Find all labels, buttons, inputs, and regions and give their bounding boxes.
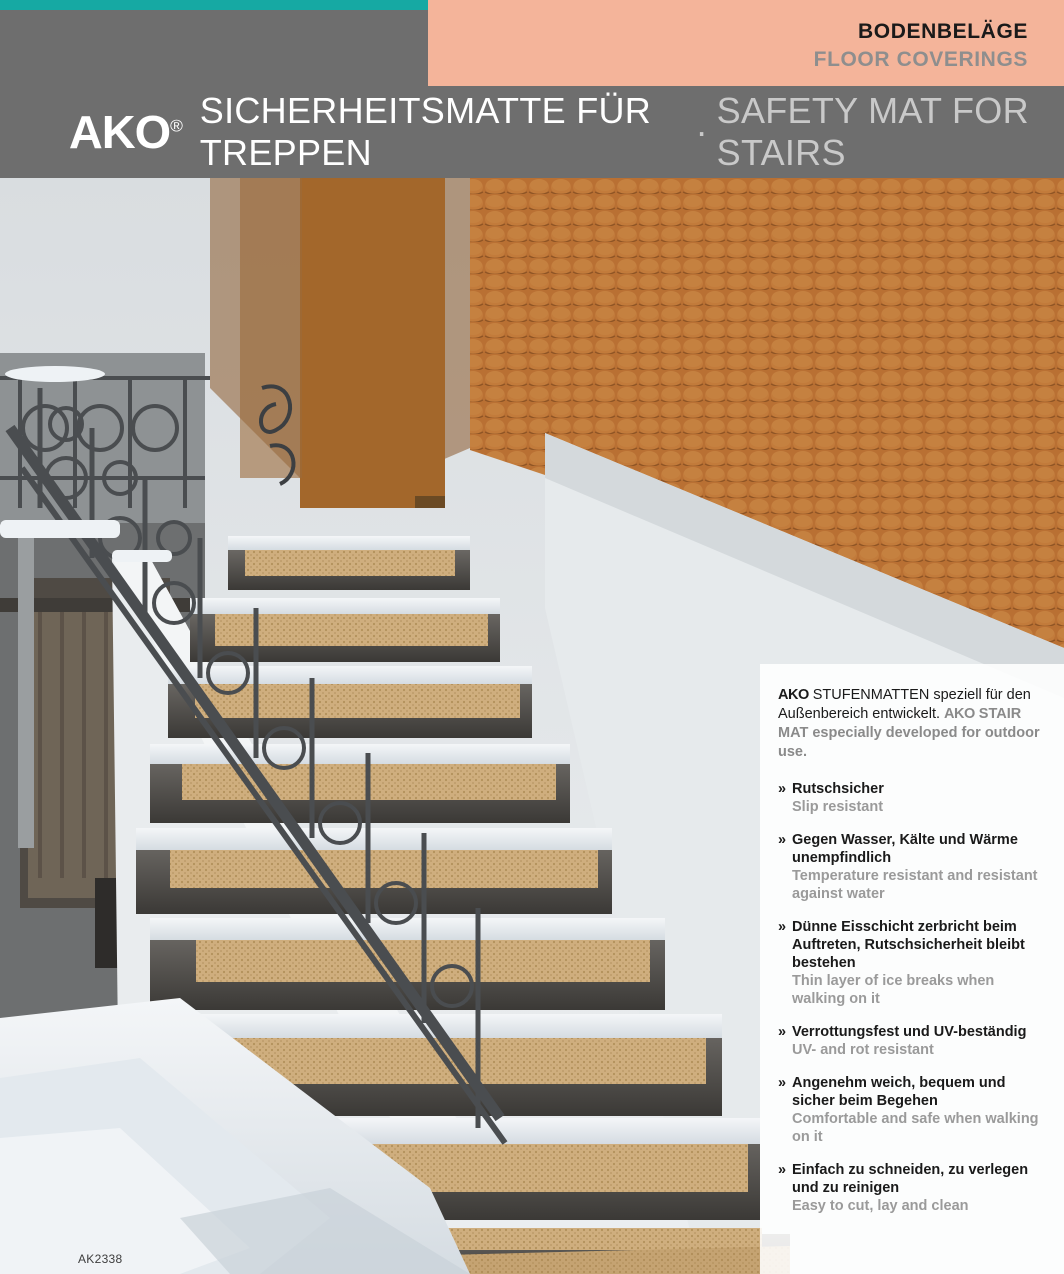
feature-label-de: Gegen Wasser, Kälte und Wärme unempfindlich (792, 832, 1018, 866)
feature-item (778, 918, 1042, 1008)
category-label-de: BODENBELÄGE (858, 20, 1028, 43)
title-separator: · (695, 111, 708, 152)
page-title-de: SICHERHEITSMATTE FÜR TREPPEN (199, 90, 652, 173)
ako-logo-text: AKO (68, 106, 171, 158)
feature-item (778, 1161, 1042, 1215)
intro-text-en-bold: outdoor (984, 725, 1040, 741)
feature-label-de: Rutschsicher (792, 781, 884, 797)
feature-item (778, 1074, 1042, 1146)
feature-label-en: Thin layer of ice breaks when walking on it (792, 973, 995, 1007)
bullet-icon: » (778, 832, 787, 848)
feature-label-en: Temperature resistant and resistant against water (792, 868, 1038, 902)
bullet-icon: » (778, 781, 787, 797)
feature-label-de: Einfach zu schneiden, zu verlegen und zu reinigen (792, 1162, 1029, 1196)
ako-logo (69, 105, 183, 159)
teal-accent-bar (0, 0, 428, 10)
category-label-en: FLOOR COVERINGS (813, 48, 1028, 71)
feature-label-de: Verrottungsfest und UV-beständig (792, 1024, 1027, 1040)
intro-text-en-b: use. (778, 744, 808, 760)
intro-paragraph (778, 686, 1042, 762)
category-banner (428, 0, 1064, 86)
bullet-icon: » (778, 919, 787, 935)
intro-text-de: STUFENMATTEN speziell für den Außenbereich entwickelt. (778, 687, 1031, 722)
page-header (0, 0, 1064, 178)
intro-ako-en: AKO (944, 706, 975, 722)
feature-item (778, 780, 1042, 816)
feature-label-en: Slip resistant (792, 799, 884, 815)
feature-item (778, 1023, 1042, 1059)
page-title-en: SAFETY MAT FOR STAIRS (716, 90, 1029, 173)
feature-label-en: Comfortable and safe when walking on it (792, 1111, 1039, 1145)
bullet-icon: » (778, 1162, 787, 1178)
bullet-icon: » (778, 1075, 787, 1091)
feature-label-de: Dünne Eisschicht zerbricht beim Auftreten, Rutschsicherheit bleibt bestehen (792, 919, 1025, 971)
feature-item (778, 831, 1042, 903)
intro-text-en-a: STAIR MAT especially developed for (778, 706, 1022, 741)
bullet-icon: » (778, 1024, 787, 1040)
intro-ako-de: AKO (778, 687, 809, 703)
feature-label-en: UV- and rot resistant (792, 1042, 934, 1058)
entry-door (210, 178, 470, 508)
title-row (0, 86, 1064, 178)
article-code: AK2338 (78, 1252, 123, 1266)
registered-trademark-icon: ® (170, 116, 183, 136)
feature-label-de: Angenehm weich, bequem und sicher beim Begehen (792, 1075, 1006, 1109)
feature-info-panel (760, 664, 1064, 1274)
feature-label-en: Easy to cut, lay and clean (792, 1198, 969, 1214)
